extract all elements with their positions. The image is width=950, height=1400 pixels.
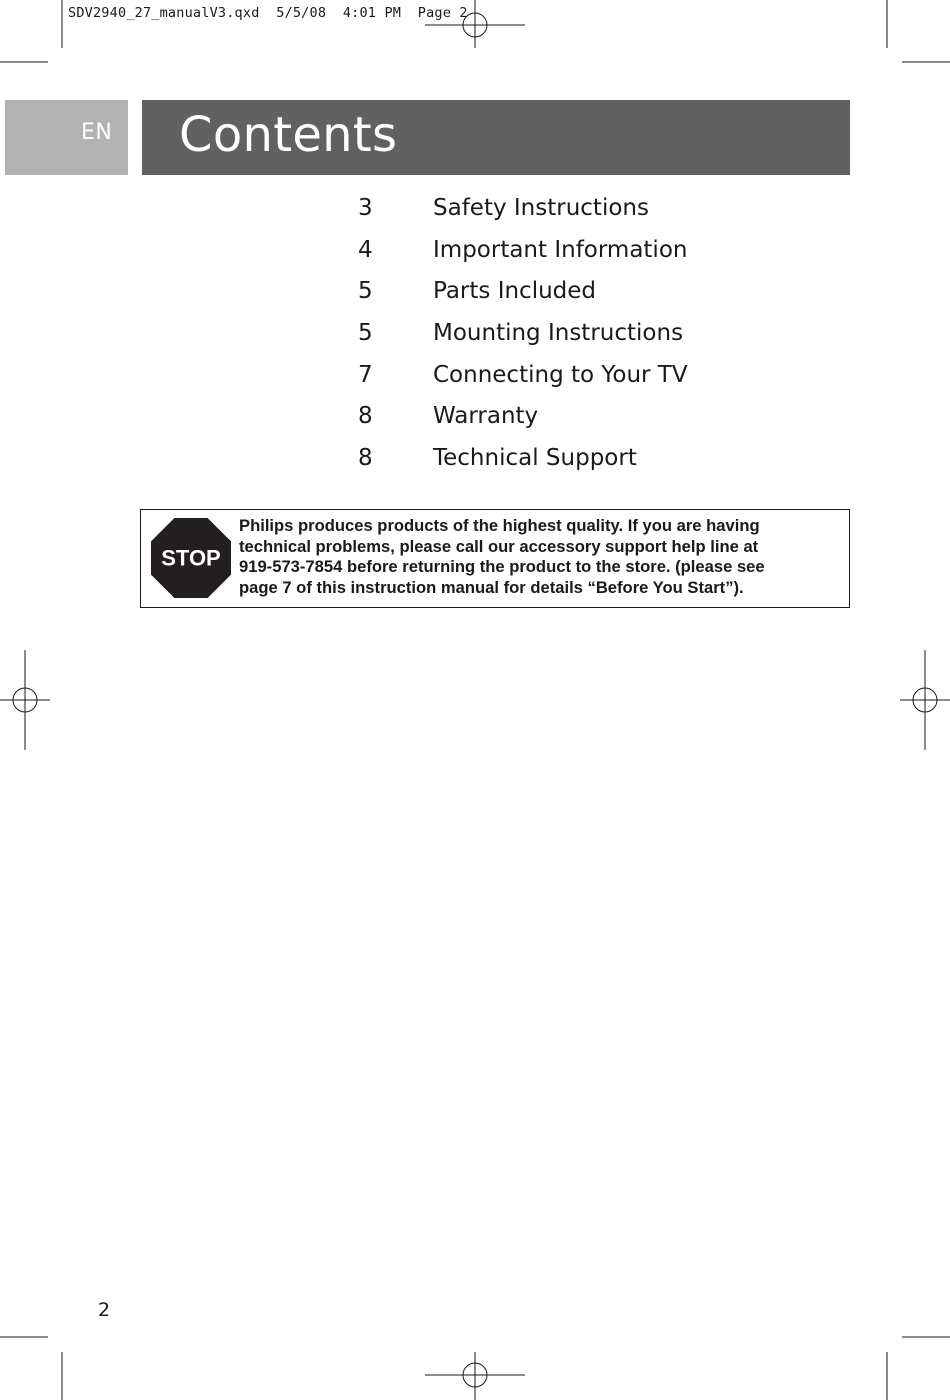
page-number: 2 (98, 1299, 111, 1321)
toc-page-number: 7 (358, 361, 373, 388)
toc-entry (352, 437, 772, 479)
toc-entry (352, 229, 772, 271)
stop-sign-label: STOP (161, 545, 221, 571)
toc-entry (352, 395, 772, 437)
toc-page-number: 8 (358, 444, 373, 471)
slug-line: SDV2940_27_manualV3.qxd 5/5/08 4:01 PM Page 2 (68, 5, 468, 21)
toc-page-number: 5 (358, 278, 373, 305)
notice-line: Philips produces products of the highest quality. If you are having (239, 516, 760, 535)
notice-line: technical problems, please call our accessory support help line at (239, 536, 759, 556)
stop-sign-icon (151, 518, 231, 598)
notice-text (239, 516, 839, 598)
toc-title: Safety Instructions (433, 194, 649, 221)
toc-entry (352, 270, 772, 312)
registration-mark-right (900, 650, 950, 750)
support-notice (140, 509, 850, 608)
toc-page-number: 8 (358, 403, 373, 430)
table-of-contents (352, 187, 772, 479)
registration-mark-left (0, 650, 50, 750)
language-label: EN (81, 120, 113, 145)
toc-title: Connecting to Your TV (433, 361, 688, 388)
toc-title: Technical Support (433, 444, 637, 471)
toc-title: Warranty (433, 403, 539, 430)
toc-title: Parts Included (433, 278, 597, 305)
toc-page-number: 4 (358, 236, 373, 263)
page-title: Contents (179, 107, 398, 163)
toc-entry (352, 312, 772, 354)
toc-entry (352, 187, 772, 229)
toc-entry (352, 354, 772, 396)
toc-title: Important Information (433, 236, 688, 263)
notice-line: 919-573-7854 before returning the product to the store. (please see (239, 557, 765, 576)
notice-line: page 7 of this instruction manual for details “Before You Start”). (239, 577, 744, 597)
registration-mark-bottom (425, 1352, 525, 1400)
toc-page-number: 3 (358, 194, 373, 221)
toc-page-number: 5 (358, 319, 373, 346)
toc-title: Mounting Instructions (433, 319, 684, 346)
